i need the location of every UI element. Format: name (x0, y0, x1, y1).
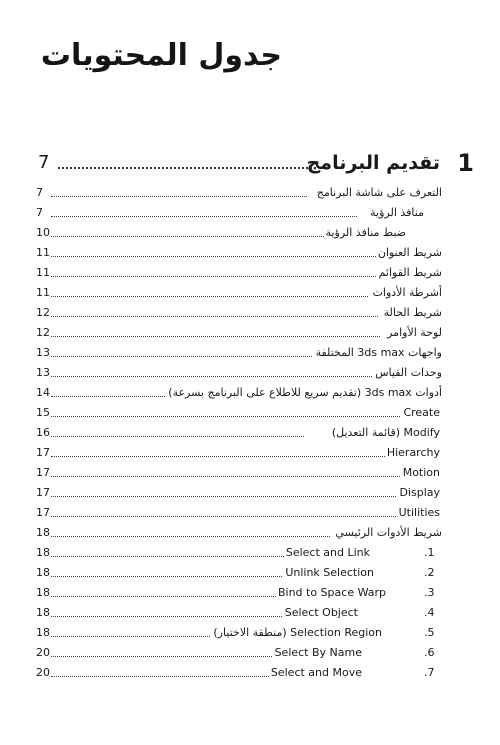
toc-entry[interactable] (36, 323, 442, 343)
toc-list (36, 183, 442, 683)
toc-entry-page: 11 (36, 266, 50, 279)
toc-entry-page: 15 (36, 406, 50, 419)
toc-entry-page: 17 (36, 486, 50, 499)
toc-dot-leader (51, 443, 387, 457)
toc-dot-leader (51, 503, 402, 517)
toc-entry-page: 18 (36, 626, 50, 639)
toc-entry-title: أشرطة الأدوات (371, 283, 442, 303)
toc-dot-leader (51, 603, 302, 617)
toc-entry-title: Utilities (397, 503, 440, 523)
toc-dot-leader (51, 643, 296, 657)
toc-dot-leader (51, 343, 312, 357)
toc-entry-page: 7 (36, 186, 43, 199)
toc-dot-leader (51, 543, 294, 557)
toc-entry-page: 13 (36, 366, 50, 379)
toc-entry-page: 18 (36, 606, 50, 619)
toc-entry-title: Unlink Selection (283, 563, 374, 583)
toc-entry[interactable] (36, 383, 442, 403)
toc-entry-title: شريط الحالة (382, 303, 442, 323)
toc-entry-page: 18 (36, 546, 50, 559)
toc-entry-number: .3 (424, 586, 435, 599)
toc-entry[interactable] (36, 283, 442, 303)
toc-entry[interactable] (36, 663, 442, 683)
toc-entry[interactable] (36, 303, 442, 323)
toc-entry-number: .5 (424, 626, 435, 639)
toc-entry-title: Bind to Space Warp (276, 583, 386, 603)
toc-dot-leader (51, 223, 332, 237)
toc-entry-page: 11 (36, 246, 50, 259)
toc-entry[interactable] (36, 623, 442, 643)
toc-entry[interactable] (36, 183, 442, 203)
toc-entry-title: التعرف على شاشة البرنامج (315, 183, 442, 203)
toc-entry-number: .2 (424, 566, 435, 579)
toc-dot-leader (51, 323, 380, 337)
toc-entry[interactable] (36, 523, 442, 543)
toc-entry-title: لوحة الأوامر (385, 323, 442, 343)
toc-entry[interactable] (36, 463, 442, 483)
chapter-heading (38, 148, 474, 178)
toc-entry-title: أدوات 3ds max (تقديم سريع للاطلاع على البرنامج بسرعة) (166, 383, 442, 403)
toc-entry-page: 14 (36, 386, 50, 399)
toc-entry[interactable] (36, 603, 442, 623)
toc-entry[interactable] (36, 643, 442, 663)
toc-entry-page: 18 (36, 566, 50, 579)
toc-dot-leader (51, 203, 357, 217)
toc-entry-title: Select Object (283, 603, 358, 623)
toc-entry[interactable] (36, 343, 442, 363)
toc-entry-page: 13 (36, 346, 50, 359)
toc-entry[interactable] (36, 543, 442, 563)
toc-entry-title: Selection Region (منطقة الاختيار) (211, 623, 382, 643)
toc-entry-title: شريط الأدوات الرئيسي (333, 523, 442, 543)
page-title: جدول المحتويات (40, 38, 282, 73)
toc-entry-page: 18 (36, 526, 50, 539)
toc-entry-title: وحدات القياس (373, 363, 442, 383)
toc-entry[interactable] (36, 583, 442, 603)
toc-dot-leader (51, 623, 220, 637)
toc-entry-title: Modify (قائمة التعديل) (330, 423, 440, 443)
toc-entry-page: 12 (36, 306, 50, 319)
toc-entry-page: 18 (36, 586, 50, 599)
toc-dot-leader (51, 483, 402, 497)
toc-dot-leader (51, 463, 402, 477)
toc-dot-leader (51, 563, 292, 577)
toc-entry-title: شريط العنوان (376, 243, 442, 263)
toc-entry-title: Select By Name (273, 643, 362, 663)
toc-entry-title: Select and Link (284, 543, 370, 563)
toc-entry[interactable] (36, 403, 442, 423)
toc-dot-leader (51, 403, 406, 417)
toc-dot-leader (51, 523, 330, 537)
toc-entry-number: .7 (424, 666, 435, 679)
toc-entry-number: .4 (424, 606, 435, 619)
toc-entry[interactable] (36, 483, 442, 503)
toc-entry-page: 7 (36, 206, 43, 219)
toc-entry-page: 16 (36, 426, 50, 439)
toc-entry-title: Hierarchy (385, 443, 440, 463)
toc-entry[interactable] (36, 243, 442, 263)
toc-entry[interactable] (36, 363, 442, 383)
toc-dot-leader (51, 363, 372, 377)
toc-entry-number: .1 (424, 546, 435, 559)
toc-entry-title: منافذ الرؤية (368, 203, 424, 223)
toc-entry-title: Select and Move (269, 663, 362, 683)
toc-entry-title: Motion (401, 463, 440, 483)
toc-entry-title: Display (397, 483, 440, 503)
toc-dot-leader (51, 263, 376, 277)
toc-entry-page: 10 (36, 226, 50, 239)
chapter-title: تقديم البرنامج (306, 152, 440, 174)
toc-entry[interactable] (36, 503, 442, 523)
toc-entry-page: 12 (36, 326, 50, 339)
toc-dot-leader (51, 243, 376, 257)
toc-entry[interactable] (36, 563, 442, 583)
chapter-number: 1 (457, 149, 474, 177)
toc-entry-title: Create (401, 403, 440, 423)
toc-entry[interactable] (36, 263, 442, 283)
toc-entry[interactable] (36, 423, 442, 443)
toc-dot-leader (51, 283, 368, 297)
toc-entry[interactable] (36, 443, 442, 463)
toc-entry-title: واجهات 3ds max المختلفة (314, 343, 442, 363)
toc-entry-page: 17 (36, 446, 50, 459)
toc-entry-page: 11 (36, 286, 50, 299)
chapter-dot-leader (58, 148, 316, 169)
toc-dot-leader (51, 383, 167, 397)
toc-entry-number: .6 (424, 646, 435, 659)
toc-dot-leader (51, 303, 378, 317)
toc-entry-page: 17 (36, 506, 50, 519)
toc-dot-leader (51, 423, 304, 437)
toc-entry[interactable] (36, 223, 442, 243)
toc-entry-page: 20 (36, 646, 50, 659)
toc-entry[interactable] (36, 203, 442, 223)
toc-entry-title: شريط القوائم (377, 263, 442, 283)
toc-dot-leader (51, 583, 282, 597)
toc-entry-title: ضبط منافذ الرؤية (324, 223, 406, 243)
toc-dot-leader (51, 663, 287, 677)
toc-dot-leader (51, 183, 307, 197)
toc-entry-page: 17 (36, 466, 50, 479)
chapter-page-number: 7 (38, 152, 50, 173)
toc-entry-page: 20 (36, 666, 50, 679)
